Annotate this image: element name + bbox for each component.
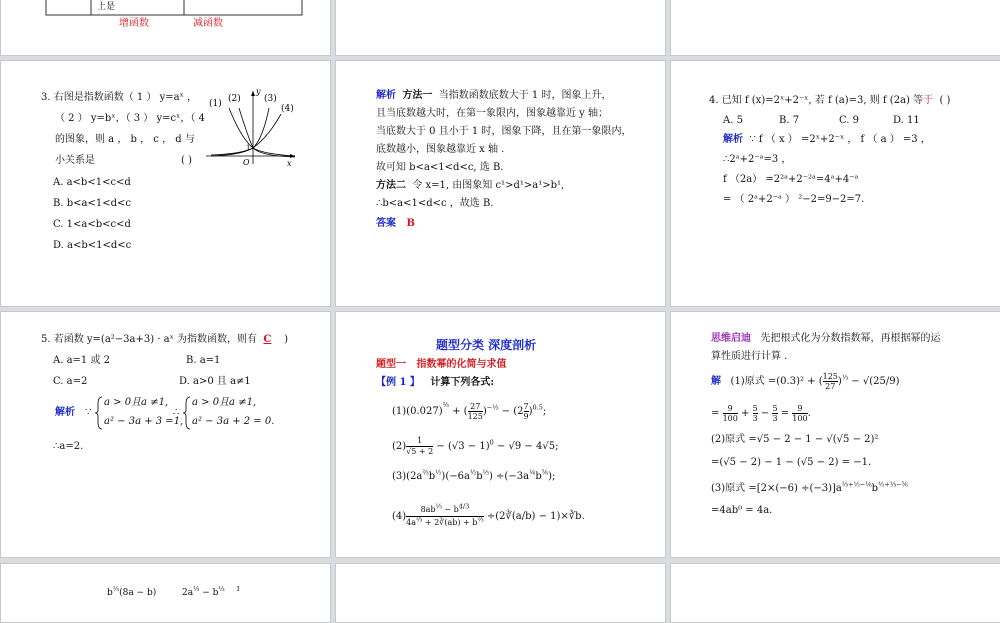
- therefore-symbol: ∴: [173, 407, 180, 418]
- solution-line: = （ 2ᵃ+2⁻ᵃ ） ²−2=9−2=7.: [723, 194, 865, 205]
- solution-line: 且当底数越大时，在第一象限内，图象越靠近 y 轴；: [376, 108, 609, 119]
- hint-line: 算性质进行计算 .: [711, 351, 788, 362]
- hint-text: 先把根式化为分数指数幂，再根据幂的运: [760, 333, 941, 344]
- question-answer: C: [263, 334, 272, 345]
- answer-paren: ): [284, 334, 289, 345]
- method-1-label: 方法一: [402, 90, 433, 101]
- option-c: C. a=2: [53, 376, 88, 387]
- solution-step-3b: =4ab⁰ = 4a.: [711, 505, 773, 516]
- hint-label: 思维启迪: [711, 333, 751, 344]
- curve-label-2: (2): [228, 94, 241, 104]
- expression-1: $(1)(0.027)^{\frac{2}{3}}$ + ( $\frac{27}{125}$ )$^{-\frac{1}{3}}$ − (2 $\frac{7}{9}$ )$^{0.5}$;: [392, 400, 547, 421]
- solution-line: [376, 89, 611, 103]
- question-line: 小关系是: [55, 155, 95, 166]
- slide-bottom-3: [670, 563, 1000, 623]
- option-b: B. a=1: [186, 355, 221, 366]
- example-text: 计算下列各式:: [430, 377, 495, 388]
- x-axis-label: x: [287, 159, 292, 166]
- slide-question-5: [0, 311, 331, 558]
- answer-line: [376, 217, 415, 231]
- y-axis-label: y: [256, 87, 261, 96]
- origin-label: O: [243, 158, 250, 166]
- question-line: [41, 333, 288, 347]
- jiexi-label: 解析: [376, 90, 396, 101]
- system-2-line-2: a² − 3a + 2 = 0.: [192, 416, 275, 427]
- solution-line: ∴2ᵃ+2⁻ᵃ=3 ，: [723, 154, 792, 165]
- slide-question-3: [0, 60, 331, 307]
- answer-value: B: [406, 218, 415, 229]
- section-title: 题型分类 深度剖析: [436, 338, 537, 352]
- curve-label-4: (4): [281, 104, 294, 114]
- slide-solution-example-1: [670, 311, 1000, 558]
- option-c: C. 9: [839, 115, 860, 126]
- brace-2: [183, 396, 191, 430]
- curve-label-3: (3): [264, 94, 277, 104]
- example-label: 【例 1 】: [376, 377, 420, 388]
- option-d: D. a<b<1<d<c: [53, 240, 132, 251]
- method-2-text: 令 x=1, 由图象知 c¹>d¹>a¹>b¹,: [412, 180, 565, 191]
- partial-expression: $b^{\frac{1}{3}}(8a - b)$ $2a^{\frac{1}{3}} - b^{\frac{1}{3}}$ $^1$: [107, 585, 241, 598]
- solution-step-1: 解 (1)原式 =(0.3)² + ( $\frac{125}{27}$ )$^{\frac{1}{3}}$ − √(25/9): [711, 372, 900, 391]
- solution-line: 当底数大于 0 且小于 1 时，图象下降，且在第一象限内，: [376, 126, 632, 137]
- slide-3: [670, 0, 1000, 56]
- slide-2: [335, 0, 666, 56]
- system-1-line-2: a² − 3a + 3 =1,: [104, 416, 184, 427]
- solution-text: ∵ f （ x ） =2ˣ+2⁻ˣ ， f （ a ） =3 ，: [749, 134, 931, 145]
- slide-1: [0, 0, 331, 56]
- expression-4: (4) $\frac{8ab^{\frac{1}{3}} - b^{4/3}}{4a^{\frac{2}{3}} + 2∛(ab) + b^{\frac{2}{3}}}$ ÷(2∛(a/b) − 1)×∛b.: [392, 502, 585, 527]
- example-line: [376, 376, 494, 390]
- question-text: 4. 已知 f (x)=2ˣ+2⁻ˣ, 若 f (a)=3, 则 f (2a) 等: [709, 95, 924, 106]
- jiexi-label: 解析: [723, 134, 743, 145]
- solution-step-3: (3)原式 $=[2\times(-6) \div(-3)]a^{\frac{2}{3}+\frac{1}{2}-\frac{1}{6}}b^{\frac{1}{2}+\frac{1}{3}-\frac{5}{6}}$: [711, 480, 908, 494]
- slide-example-1: [335, 311, 666, 558]
- answer-paren: ( ): [181, 155, 192, 166]
- solution-step-1b: = $\frac{9}{100}$ + $\frac{5}{3}$ − $\frac{5}{3}$ = $\frac{9}{100}$ .: [711, 404, 811, 423]
- system-2-line-1: a > 0且a ≠1,: [192, 397, 257, 408]
- curve-label-1: (1): [209, 99, 222, 109]
- solution-line: f （2a） =2²ᵃ+2⁻²ᵃ=4ᵃ+4⁻ᵃ: [723, 174, 859, 185]
- question-line: [709, 94, 950, 108]
- brace-1: [95, 396, 103, 430]
- solution-line: 故可知 b<a<1<d<c, 选 B.: [376, 162, 504, 173]
- slide-bottom-1: [0, 563, 331, 623]
- question-line: 3. 右图是指数函数（ 1 ） y=aˣ ，: [41, 92, 198, 103]
- slide-bottom-2: [335, 563, 666, 623]
- option-a: A. 5: [723, 115, 743, 126]
- option-a: A. a=1 或 2: [53, 355, 111, 366]
- solution-line: [376, 179, 564, 193]
- intercept-label: 1: [246, 144, 251, 152]
- method-2-label: 方法二: [376, 180, 406, 191]
- option-d: D. 11: [893, 115, 920, 126]
- slide-question-4: [670, 60, 1000, 307]
- option-a: A. a<b<1<c<d: [53, 177, 131, 188]
- method-1-text: 当指数函数底数大于 1 时，图象上升，: [438, 90, 612, 101]
- hint-line: [711, 332, 941, 346]
- question-line: 的图象，则 a ， b ， c ， d 与: [55, 134, 195, 145]
- jie-label: 解: [711, 376, 721, 387]
- expression-3: $(3)(2a^{\frac{2}{3}}b^{\frac{1}{2}})(-6a^{\frac{1}{2}}b^{\frac{1}{3}}) \div(-3a^{\frac{1}{6}}b^{\frac{5}{6}})$;: [392, 468, 556, 482]
- question-mark: 于: [923, 95, 934, 106]
- expression-2: (2) $\frac{1}{√5 + 2}$ − $(√3 - 1)^0 - √9 - 4√5$;: [392, 436, 559, 456]
- because-symbol: ∵: [85, 407, 92, 418]
- answer-label: 答案: [376, 218, 396, 229]
- question-text: 5. 若函数 y=(a²−3a+3) · aˣ 为指数函数，则有: [41, 334, 258, 345]
- solution-line: ∴b<a<1<d<c ，故选 B.: [376, 198, 494, 209]
- type-line: [376, 358, 506, 372]
- answer-paren: ( ): [939, 95, 951, 106]
- solution-line: [723, 133, 931, 147]
- option-b: B. 7: [779, 115, 800, 126]
- option-b: B. b<a<1<d<c: [53, 198, 131, 209]
- slide-solution-3: [335, 60, 666, 307]
- solution-line: 底数越小，图象越靠近 x 轴 .: [376, 144, 505, 155]
- jiexi-label: 解析: [55, 407, 75, 418]
- option-c: C. 1<a<b<c<d: [53, 219, 131, 230]
- comparison-table: [1, 0, 331, 56]
- increasing-function-label: 增函数: [119, 18, 149, 29]
- system-1-line-1: a > 0且a ≠1,: [104, 397, 169, 408]
- table-cell: 上是: [97, 2, 116, 12]
- type-label: 题型一: [376, 359, 406, 370]
- decreasing-function-label: 减函数: [193, 18, 223, 29]
- question-line: （ 2 ） y=bˣ，（ 3 ） y=cˣ，（ 4: [55, 113, 205, 124]
- solution-step-2b: =(√5 − 2) − 1 − (√5 − 2) = −1.: [711, 457, 872, 468]
- option-d: D. a>0 且 a≠1: [179, 376, 251, 387]
- solution-step-2: (2)原式 =√5 − 2 − 1 − √(√5 − 2)²: [711, 434, 879, 445]
- exponential-graph: [201, 86, 301, 166]
- conclusion: ∴a=2.: [53, 441, 84, 452]
- type-text: 指数幂的化简与求值: [416, 359, 507, 370]
